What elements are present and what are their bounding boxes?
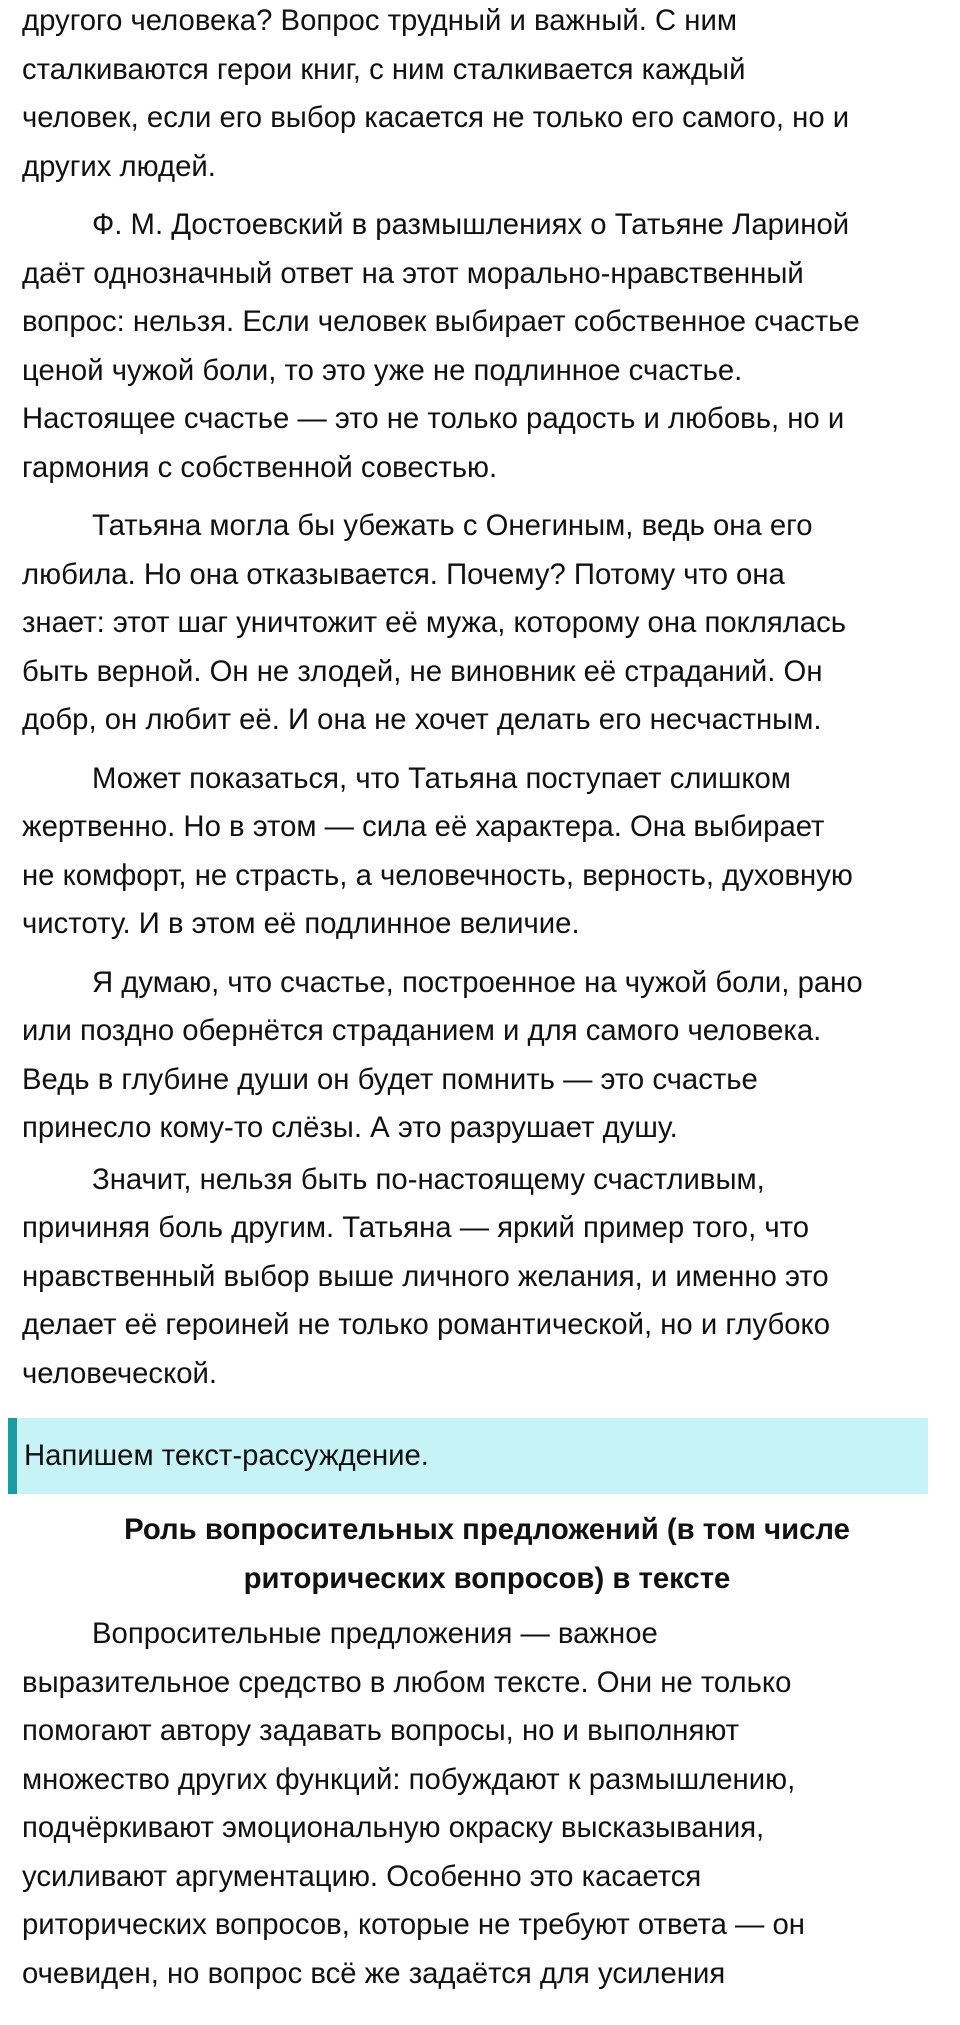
text-line: усиливают аргументацию. Особенно это касается — [22, 1859, 702, 1893]
text-line: чистоту. И в этом её подлинное величие. — [22, 907, 580, 940]
text-line: множество других функций: побуждают к размышлению, — [22, 1762, 796, 1796]
callout-box — [8, 1418, 928, 1494]
text-line: Я думаю, что счастье, построенное на чужой боли, рано — [92, 965, 863, 999]
text-line: других людей. — [22, 149, 216, 183]
text-line: гармония с собственной совестью. — [22, 450, 498, 484]
text-line: принесло кому-то слёзы. А это разрушает душу. — [22, 1111, 678, 1144]
text-line: быть верной. Он не злодей, не виновник её страданий. Он — [22, 654, 823, 688]
callout-text: Напишем текст-рассуждение. — [24, 1439, 429, 1472]
text-line: даёт однозначный ответ на этот морально-нравственный — [22, 256, 804, 290]
text-line: сталкиваются герои книг, с ним сталкивается каждый — [22, 52, 746, 86]
section-heading — [22, 1506, 952, 1603]
text-line: не комфорт, не страсть, а человечность, верность, духовную — [22, 858, 853, 892]
text-line: любила. Но она отказывается. Почему? Потому что она — [22, 557, 785, 591]
heading-line: риторических вопросов) в тексте — [243, 1561, 731, 1595]
text-line: делает её героиней не только романтической, но и глубоко — [22, 1308, 830, 1341]
paragraph — [22, 502, 952, 745]
text-line: Татьяна могла бы убежать с Онегиным, ведь она его — [92, 509, 813, 542]
text-line: Вопросительные предложения — важное — [92, 1617, 658, 1650]
heading-line: Роль вопросительных предложений (в том числе — [124, 1513, 850, 1546]
text-line: Значит, нельзя быть по-настоящему счастливым, — [92, 1162, 765, 1196]
text-line: человеческой. — [22, 1356, 218, 1390]
text-line: человек, если его выбор касается не только его самого, но и — [22, 101, 850, 134]
text-line: очевиден, но вопрос всё же задаётся для усиления — [22, 1956, 726, 1990]
text-line: помогают автору задавать вопросы, но и выполняют — [22, 1714, 740, 1747]
text-line: знает: этот шаг уничтожит её мужа, которому она поклялась — [22, 606, 847, 639]
paragraph — [22, 201, 952, 492]
text-line: жертвенно. Но в этом — сила её характера. Она выбирает — [22, 810, 825, 843]
text-line: добр, он любит её. И она не хочет делать его несчастным. — [22, 703, 822, 736]
text-line: Ф. М. Достоевский в размышлениях о Татьяне Лариной — [92, 208, 850, 241]
text-line: или поздно обернётся страданием и для самого человека. — [22, 1014, 822, 1047]
paragraph — [22, 959, 952, 1153]
paragraph — [22, 0, 952, 191]
text-line: причиняя боль другим. Татьяна — яркий пример того, что — [22, 1211, 810, 1244]
text-line: Ведь в глубине души он будет помнить — это счастье — [22, 1062, 758, 1096]
text-line: Может показаться, что Татьяна поступает слишком — [92, 761, 791, 795]
paragraph — [22, 1610, 952, 1998]
text-line: ценой чужой боли, то это уже не подлинное счастье. — [22, 353, 743, 387]
text-line: выразительное средство в любом тексте. Они не только — [22, 1665, 792, 1699]
paragraph — [22, 1156, 952, 1399]
document-content — [22, 0, 952, 1998]
text-line: вопрос: нельзя. Если человек выбирает собственное счастье — [22, 305, 860, 338]
text-line: другого человека? Вопрос трудный и важный. С ним — [22, 4, 737, 37]
text-line: подчёркивают эмоциональную окраску высказывания, — [22, 1811, 765, 1844]
paragraph — [22, 755, 952, 949]
text-line: риторических вопросов, которые не требуют ответа — он — [22, 1908, 805, 1941]
text-line: Настоящее счастье — это не только радость и любовь, но и — [22, 402, 845, 435]
text-line: нравственный выбор выше личного желания, и именно это — [22, 1259, 829, 1293]
